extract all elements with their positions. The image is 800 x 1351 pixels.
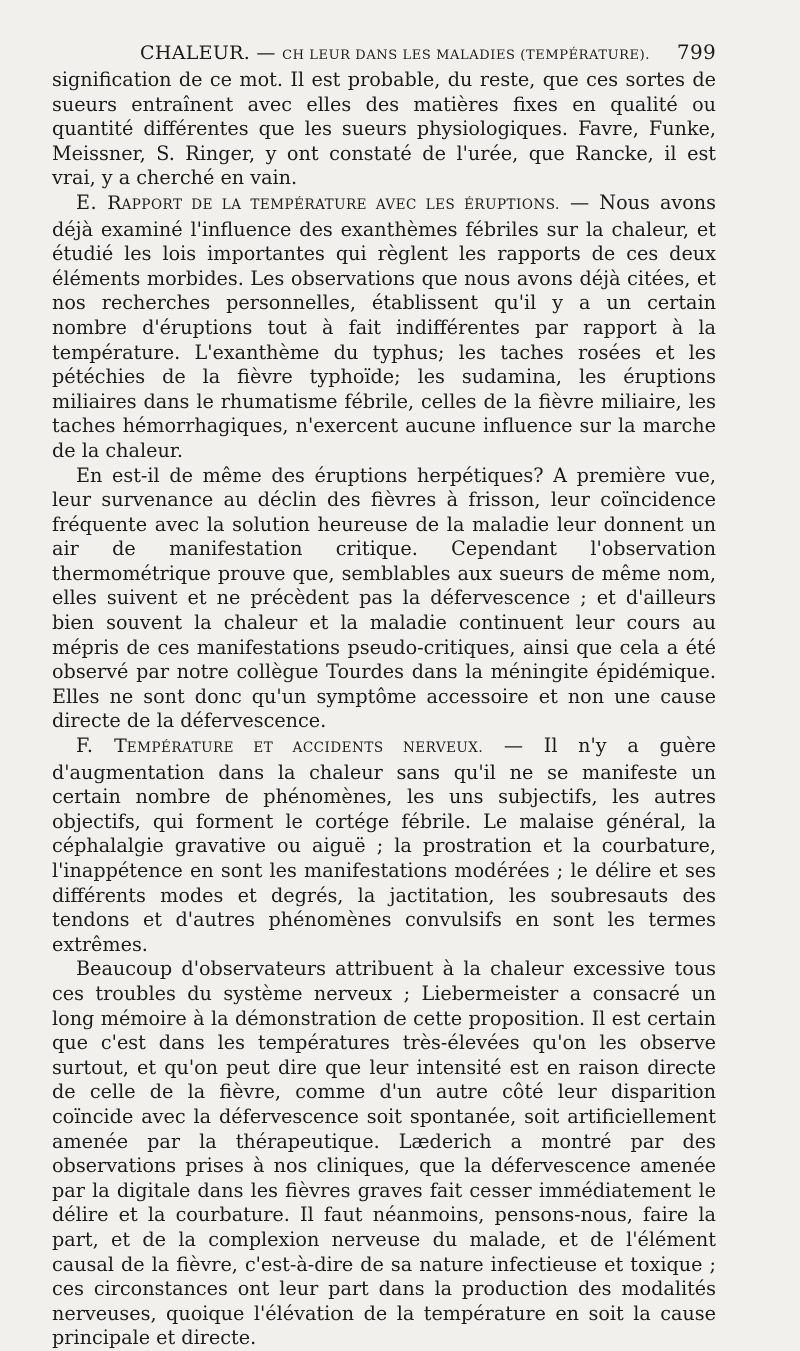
running-title-main: CHALEUR. (140, 42, 251, 64)
running-title (140, 42, 650, 64)
section-f-label: F. (76, 734, 94, 758)
section-e-initial: R (107, 191, 122, 214)
section-f-text: — Il n'y a guère d'augmentation dans la chaleur sans qu'il ne se manifeste un certain nombre de phénomènes, les uns subjectifs, les autres objectifs, qui forment le cortége fébrile. Le malaise général, la céphalalgie gravative ou aiguë ; la prostration et la courbature, l'inappétence en sont les manifestations modérées ; le délire et ses différents modes et degrés, la jactitation, les soubresauts des tendons et d'autres phénomènes convulsifs en sont les termes extrêmes. (52, 734, 716, 956)
running-header (52, 40, 716, 64)
paragraph-section-e (52, 191, 716, 464)
paragraph-eruptions-herpetiques: En est-il de même des éruptions herpétiques? A première vue, leur survenance au déclin des fièvres à frisson, leur coïncidence fréquente avec la solution heureuse de la maladie leur donnent un air de manifestation critique. Cependant l'observation thermométrique prouve que, semblables aux sueurs de même nom, elles suivent et ne précèdent pas la défervescence ; et d'ailleurs bien souvent la chaleur et la maladie continuent leur cours au mépris de ces manifestations pseudo-critiques, ainsi que cela a été observé par notre collègue Tourdes dans la méningite épidémique. Elles ne sont donc qu'un symptôme accessoire et non une cause directe de la défervescence. (52, 463, 716, 733)
page-number: 799 (676, 40, 716, 64)
paragraph-continuation: signification de ce mot. Il est probable, du reste, que ces sortes de sueurs entraînent avec elles des matières fixes en qualité ou quantité différentes que les sueurs physiologiques. Favre, Funke, Meissner, S. Ringer, y ont constaté de l'urée, que Rancke, il est vrai, y a cherché en vain. (52, 68, 716, 190)
section-f-heading: EMPÉRATURE ET ACCIDENTS NERVEUX. (126, 740, 484, 757)
section-f-initial: T (114, 735, 127, 758)
paragraph-observateurs: Beaucoup d'observateurs attribuent à la chaleur excessive tous ces troubles du système nerveux ; Liebermeister a consacré un long mémoire à la démonstration de cette proposition. Il est certain que c'est dans les températures très-élevées qu'on les observe surtout, et qu'on peut dire que leur intensité est en raison directe de celle de la fièvre, comme d'un autre côté leur disparition coïncide avec la défervescence soit spontanée, soit artificiellement amenée par la thérapeutique. Læderich a montré par des observations prises à nos cliniques, que la défervescence amenée par la digitale dans les fièvres graves fait cesser immédiatement le délire et la courbature. Il faut néanmoins, pensons-nous, faire la part, et de la complexion nerveuse du malade, et de l'élément causal de la fièvre, c'est-à-dire de sa nature infectieuse et toxique ; ces circonstances ont leur part dans la production des modalités nerveuses, quoique l'élévation de la température en soit la cause principale et directe. (52, 957, 716, 1350)
section-e-text: — Nous avons déjà examiné l'influence des exanthèmes fébriles sur la chaleur, et étudié les lois importantes qui règlent les rapports de ces deux éléments morbides. Les observations que nous avons déjà citées, et nos recherches personnelles, établissent qu'il y a un certain nombre d'éruptions tout à fait indifférentes par rapport à la température. L'exanthème du typhus; les taches rosées et les pétéchies de la fièvre typhoïde; les sudamina, les éruptions miliaires dans le rhumatisme fébrile, celles de la fièvre miliaire, les taches hémorrhagiques, n'exercent aucune influence sur la marche de la chaleur. (52, 190, 716, 462)
body-text (52, 68, 716, 1351)
book-page (52, 40, 716, 1351)
section-e-label: E. (76, 190, 98, 214)
section-e-heading: APPORT DE LA TEMPÉRATURE AVEC LES ÉRUPTIONS. (121, 196, 560, 213)
running-title-rest: CH LEUR DANS LES MALADIES (TEMPÉRATURE). (282, 48, 651, 63)
paragraph-section-f (52, 734, 716, 957)
running-title-separator: — (256, 42, 276, 64)
